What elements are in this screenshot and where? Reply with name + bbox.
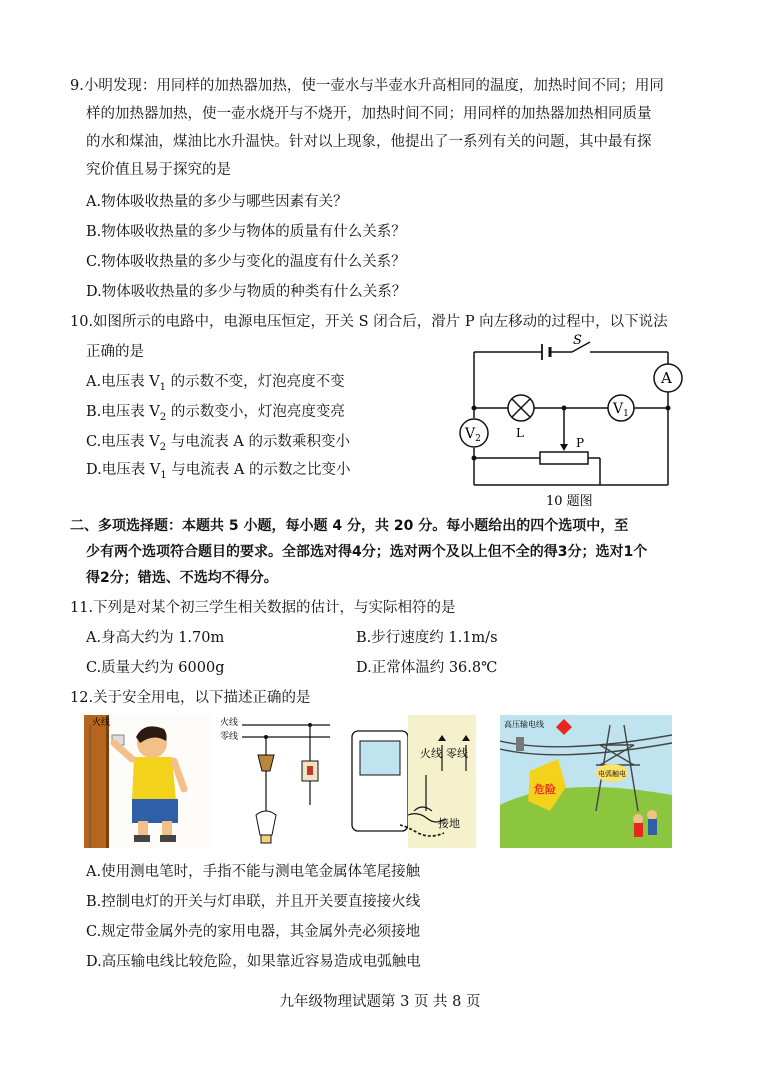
q11-option-d: D.正常体温约 36.8℃ (356, 660, 498, 676)
q9-stem-line-2: 样的加热器加热，使一壶水烧开与不烧开，加热时间不同；用同样的加热器加热相同质量 (86, 106, 652, 122)
circuit-diagram (450, 330, 690, 512)
img2-neutral-label: 零线 (220, 732, 239, 742)
voltmeter-v1-label: $V_1$ (613, 401, 629, 419)
q11-stem: 11.下列是对某个初三学生相关数据的估计，与实际相符的是 (70, 600, 456, 616)
q12-stem: 12.关于安全用电，以下描述正确的是 (70, 690, 311, 706)
q10-option-b: B.电压表 $V_2$ 的示数变小，灯泡亮度变亮 (86, 404, 345, 423)
image-lamp-switch-wiring (218, 715, 333, 848)
q12-option-c: C.规定带金属外壳的家用电器，其金属外壳必须接地 (86, 924, 421, 940)
q9-option-a: A.物体吸收热量的多少与哪些因素有关？ (86, 194, 348, 210)
section2-line-3: 得2分；错选、不选均不得分。 (86, 570, 278, 586)
q10-option-a: A.电压表 $V_1$ 的示数不变，灯泡亮度不变 (86, 374, 345, 393)
img3-live-label: 火线 (420, 747, 442, 760)
q9-stem-line-3: 的水和煤油，煤油比水升温快。针对以上现象，他提出了一系列有关的问题，其中最有探 (86, 134, 652, 150)
lamp-label: L (516, 426, 524, 440)
q11-option-b: B.步行速度约 1.1m/s (356, 630, 498, 646)
img1-live-wire-label: 火线 (92, 718, 111, 728)
image-high-voltage-danger (500, 715, 672, 848)
img4-hv-label: 高压输电线 (504, 720, 544, 729)
img4-danger-label: 危险 (534, 783, 556, 796)
q10-stem-line-1: 10.如图所示的电路中，电源电压恒定，开关 S 闭合后，滑片 P 向左移动的过程中，以下说法 (70, 314, 668, 330)
image-test-pen-boy (84, 715, 212, 848)
q9-stem-line-4: 究价值且易于探究的是 (86, 162, 231, 178)
img2-live-label: 火线 (220, 718, 239, 728)
q12-option-b: B.控制电灯的开关与灯串联，并且开关要直接接火线 (86, 894, 421, 910)
switch-label: S (573, 333, 582, 348)
voltmeter-v2-label: $V_2$ (465, 426, 481, 444)
q9-stem-line-1: 9.小明发现：用同样的加热器加热，使一壶水与半壶水升高相同的温度，加热时间不同；用同 (70, 78, 664, 94)
figure-caption: 10 题图 (546, 494, 593, 509)
img3-ground-label: 接地 (438, 817, 460, 830)
section2-line-1: 二、多项选择题：本题共 5 小题，每小题 4 分，共 20 分。每小题给出的四个选项中，至 (70, 518, 629, 534)
q10-stem-line-2: 正确的是 (86, 344, 144, 360)
q12-option-a: A.使用测电笔时，手指不能与测电笔金属体笔尾接触 (86, 864, 421, 880)
q11-option-c: C.质量大约为 6000g (86, 660, 225, 676)
q10-option-d: D.电压表 $V_1$ 与电流表 A 的示数之比变小 (86, 462, 351, 481)
ammeter-label: A (661, 369, 672, 387)
slider-label: P (576, 436, 585, 450)
page-footer: 九年级物理试题第 3 页 共 8 页 (279, 994, 481, 1010)
img3-neutral-label: 零线 (446, 747, 468, 760)
q12-option-d: D.高压输电线比较危险，如果靠近容易造成电弧触电 (86, 954, 421, 970)
q9-option-d: D.物体吸收热量的多少与物质的种类有什么关系？ (86, 284, 407, 300)
q9-option-b: B.物体吸收热量的多少与物体的质量有什么关系？ (86, 224, 406, 240)
q10-option-c: C.电压表 $V_2$ 与电流表 A 的示数乘积变小 (86, 434, 350, 453)
image-appliance-grounding (348, 715, 476, 848)
q9-option-c: C.物体吸收热量的多少与变化的温度有什么关系？ (86, 254, 406, 270)
section2-line-2: 少有两个选项符合题目的要求。全部选对得4分；选对两个及以上但不全的得3分；选对1个 (86, 544, 648, 560)
img4-arc-label: 电弧触电 (598, 770, 626, 778)
q11-option-a: A.身高大约为 1.70m (86, 630, 225, 646)
